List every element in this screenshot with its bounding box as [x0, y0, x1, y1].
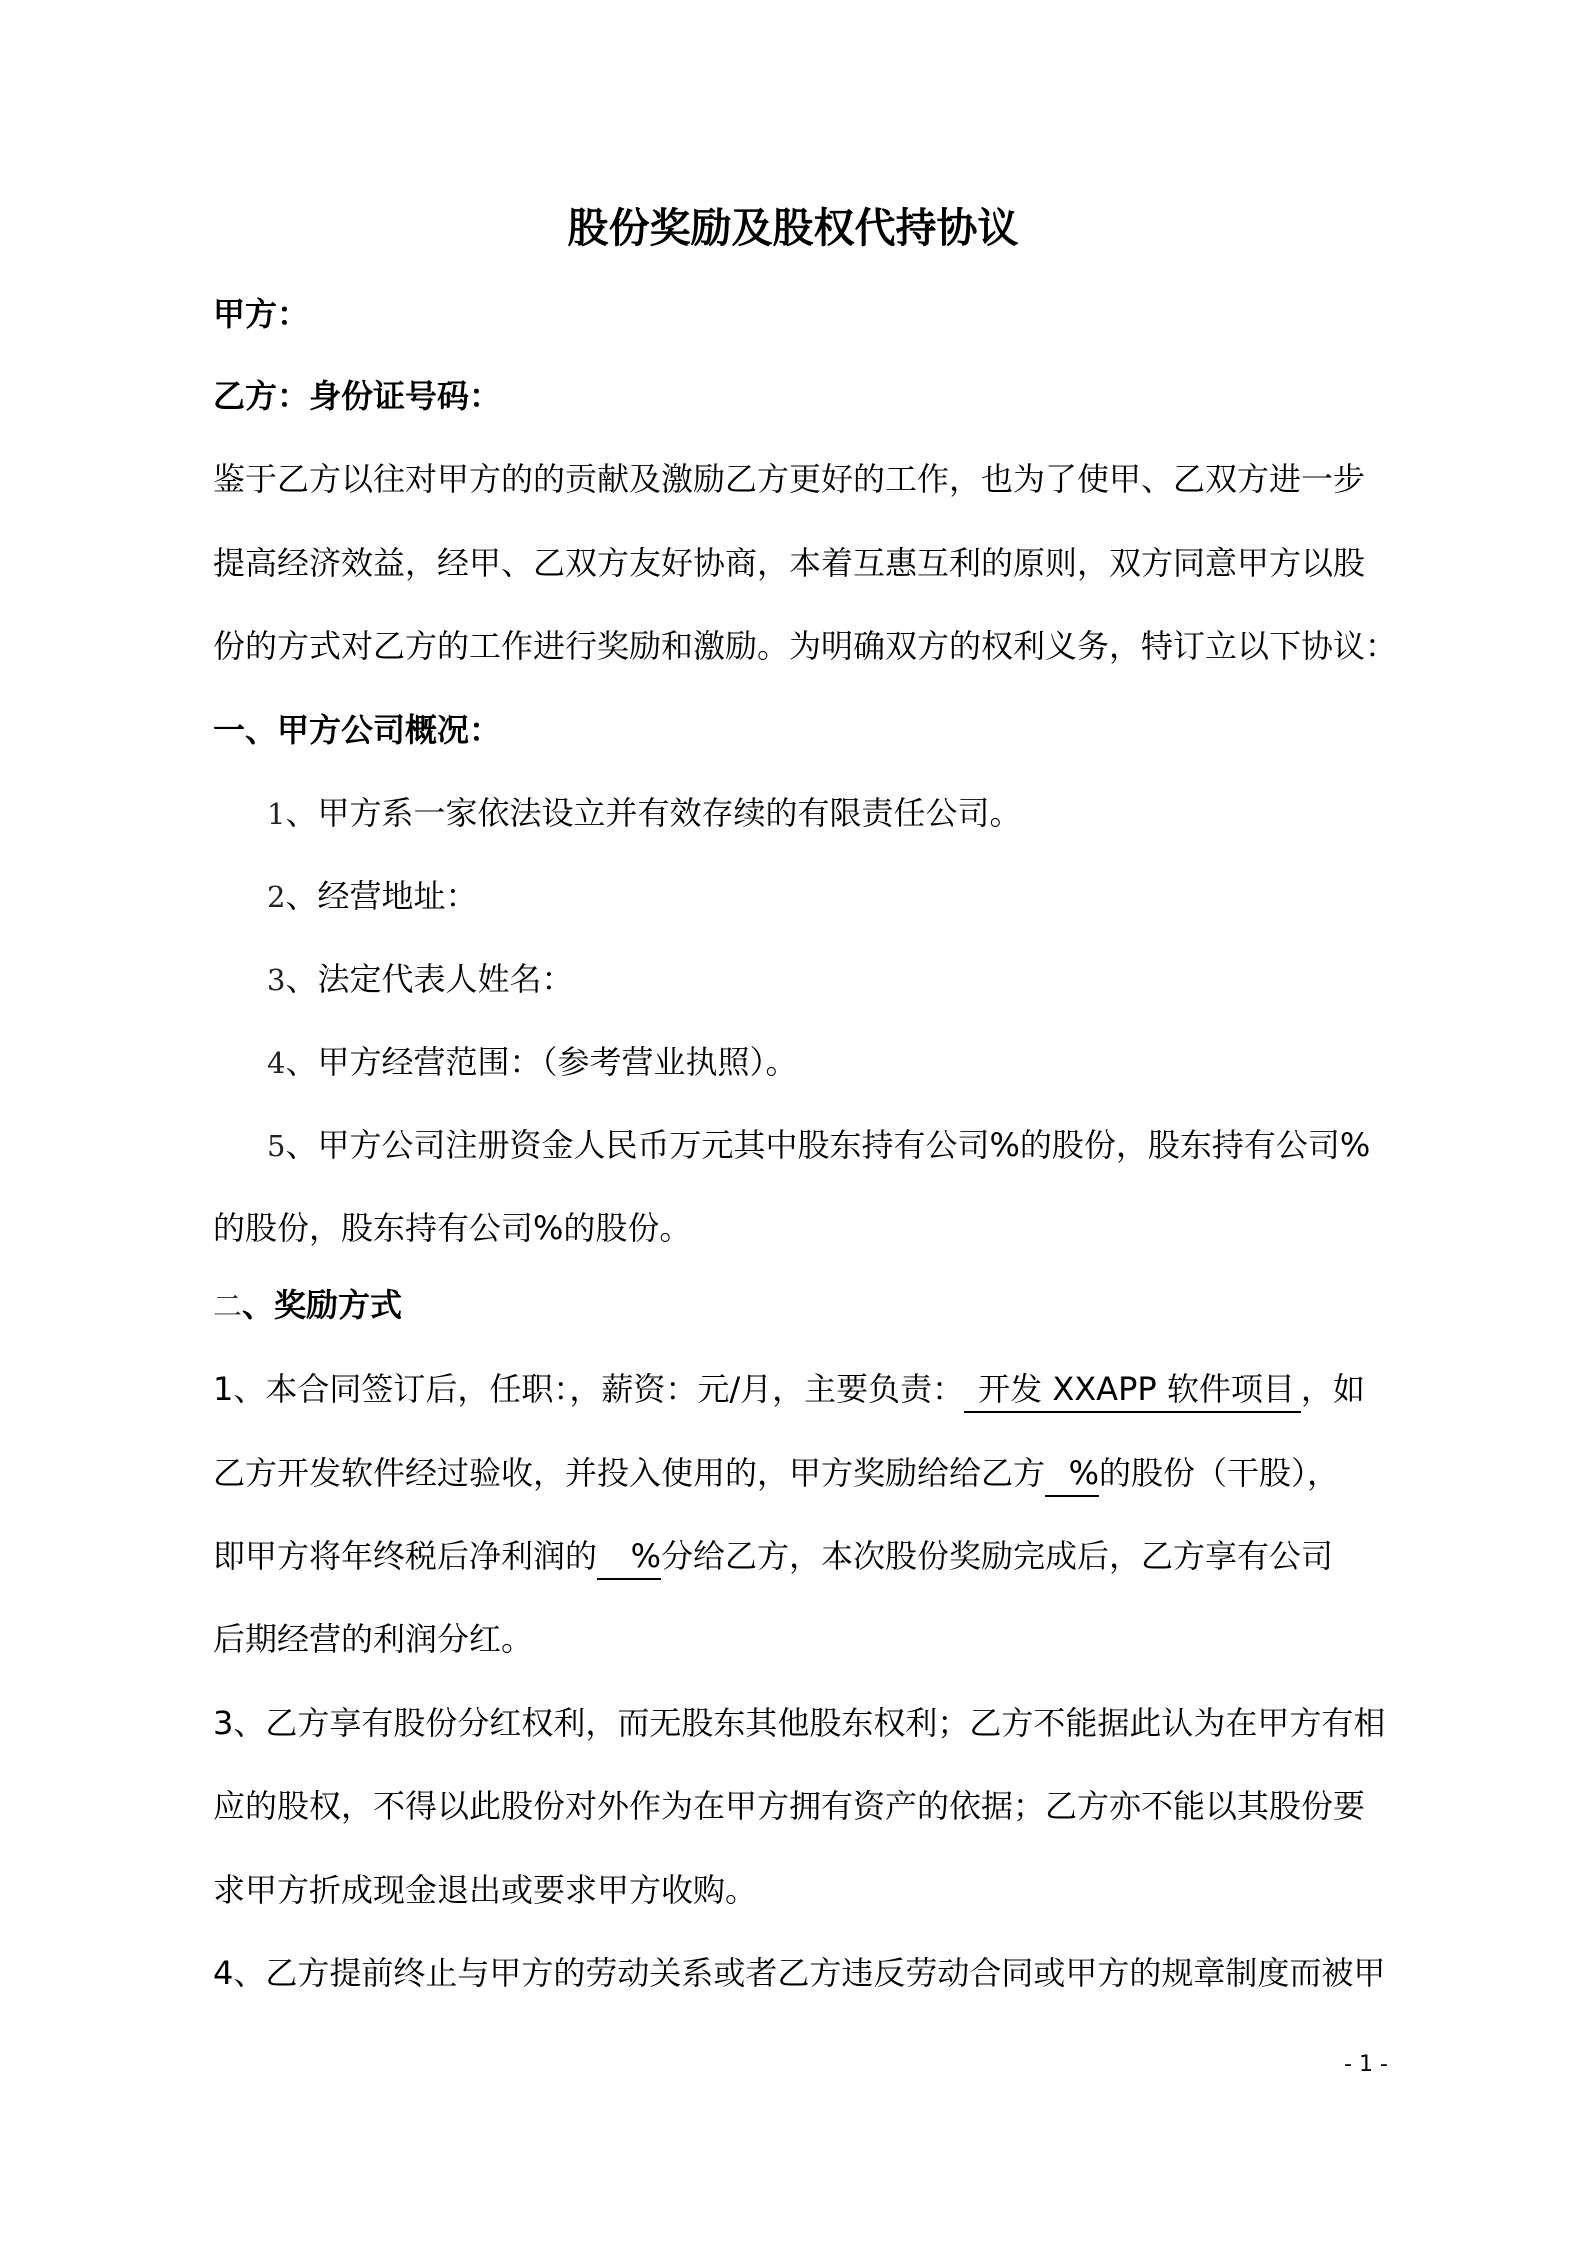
item-text: 甲方公司注册资金人民币万元其中股东持有公司%的股份，股东持有公司% — [317, 1126, 1371, 1164]
section-1-item-5-continued: 的股份，股东持有公司%的股份。 — [213, 1209, 692, 1247]
clause-3-line-2: 应的股权，不得以此股份对外作为在甲方拥有资产的依据；乙方亦不能以其股份要 — [213, 1787, 1366, 1825]
item-separator: 、 — [285, 877, 318, 915]
section-1-item — [267, 872, 477, 921]
party-a-label: 甲方： — [213, 295, 310, 333]
item-number: 3 — [267, 963, 286, 997]
heading-separator: 、 — [242, 1286, 275, 1324]
section-1-heading: 一、甲方公司概况： — [213, 711, 502, 749]
section-2-heading — [213, 1281, 402, 1330]
section-1-item — [267, 789, 1021, 838]
clause-4-line-1: 4、乙方提前终止与甲方的劳动关系或者乙方违反劳动合同或甲方的规章制度而被甲 — [213, 1954, 1386, 1992]
section-2-number: 二 — [213, 1289, 243, 1323]
reward-paragraph-line-3 — [213, 1532, 1333, 1580]
item-separator: 、 — [285, 960, 318, 998]
section-1-item — [267, 1121, 1370, 1170]
item-separator: 、 — [285, 1126, 318, 1164]
text-segment: 分给乙方，本次股份奖励完成后，乙方享有公司 — [661, 1537, 1334, 1575]
item-number: 2 — [267, 880, 286, 914]
item-number: 5 — [267, 1129, 286, 1163]
clause-3-line-3: 求甲方折成现金退出或要求甲方收购。 — [213, 1871, 758, 1909]
blank-profit-percent: % — [597, 1534, 661, 1580]
text-segment: 即甲方将年终税后净利润的 — [213, 1537, 598, 1575]
clause-3-line-1: 3、乙方享有股份分红权利，而无股东其他股东权利；乙方不能据此认为在甲方有相 — [213, 1704, 1386, 1742]
item-separator: 、 — [285, 1043, 318, 1081]
item-number: 1 — [267, 797, 286, 831]
intro-line-2: 提高经济效益，经甲、乙双方友好协商，本着互惠互利的原则，双方同意甲方以股 — [213, 544, 1366, 582]
filled-blank-project: 开发 XXAPP 软件项目 — [964, 1367, 1301, 1413]
blank-share-percent: % — [1045, 1451, 1099, 1497]
text-segment: ，如 — [1300, 1370, 1365, 1408]
item-text: 法定代表人姓名： — [317, 960, 574, 998]
section-2-title: 奖励方式 — [274, 1286, 403, 1324]
item-text: 甲方系一家依法设立并有效存续的有限责任公司。 — [317, 794, 1022, 832]
text-segment: 的股份（干股）， — [1099, 1454, 1340, 1492]
intro-line-1: 鉴于乙方以往对甲方的的贡献及激励乙方更好的工作，也为了使甲、乙双方进一步 — [213, 460, 1366, 498]
party-b-label: 乙方：身份证号码： — [213, 377, 502, 415]
reward-paragraph-line-1 — [213, 1365, 1365, 1413]
page-number: - 1 - — [1344, 2052, 1388, 2077]
section-1-item — [267, 1038, 797, 1087]
document-title: 股份奖励及股权代持协议 — [567, 204, 1019, 252]
text-segment: 乙方开发软件经过验收，并投入使用的，甲方奖励给给乙方 — [213, 1454, 1046, 1492]
item-text: 甲方经营范围：（参考营业执照）。 — [317, 1043, 798, 1081]
reward-paragraph-line-4: 后期经营的利润分红。 — [213, 1620, 534, 1658]
item-separator: 、 — [285, 794, 318, 832]
section-1-item — [267, 955, 573, 1004]
item-text: 经营地址： — [317, 877, 478, 915]
reward-paragraph-line-2 — [213, 1449, 1339, 1497]
intro-line-3: 份的方式对乙方的工作进行奖励和激励。为明确双方的权利义务，特订立以下协议： — [213, 627, 1398, 665]
item-number: 4 — [267, 1046, 286, 1080]
text-segment: 1、本合同签订后，任职：，薪资：元/月，主要负责： — [213, 1370, 965, 1408]
